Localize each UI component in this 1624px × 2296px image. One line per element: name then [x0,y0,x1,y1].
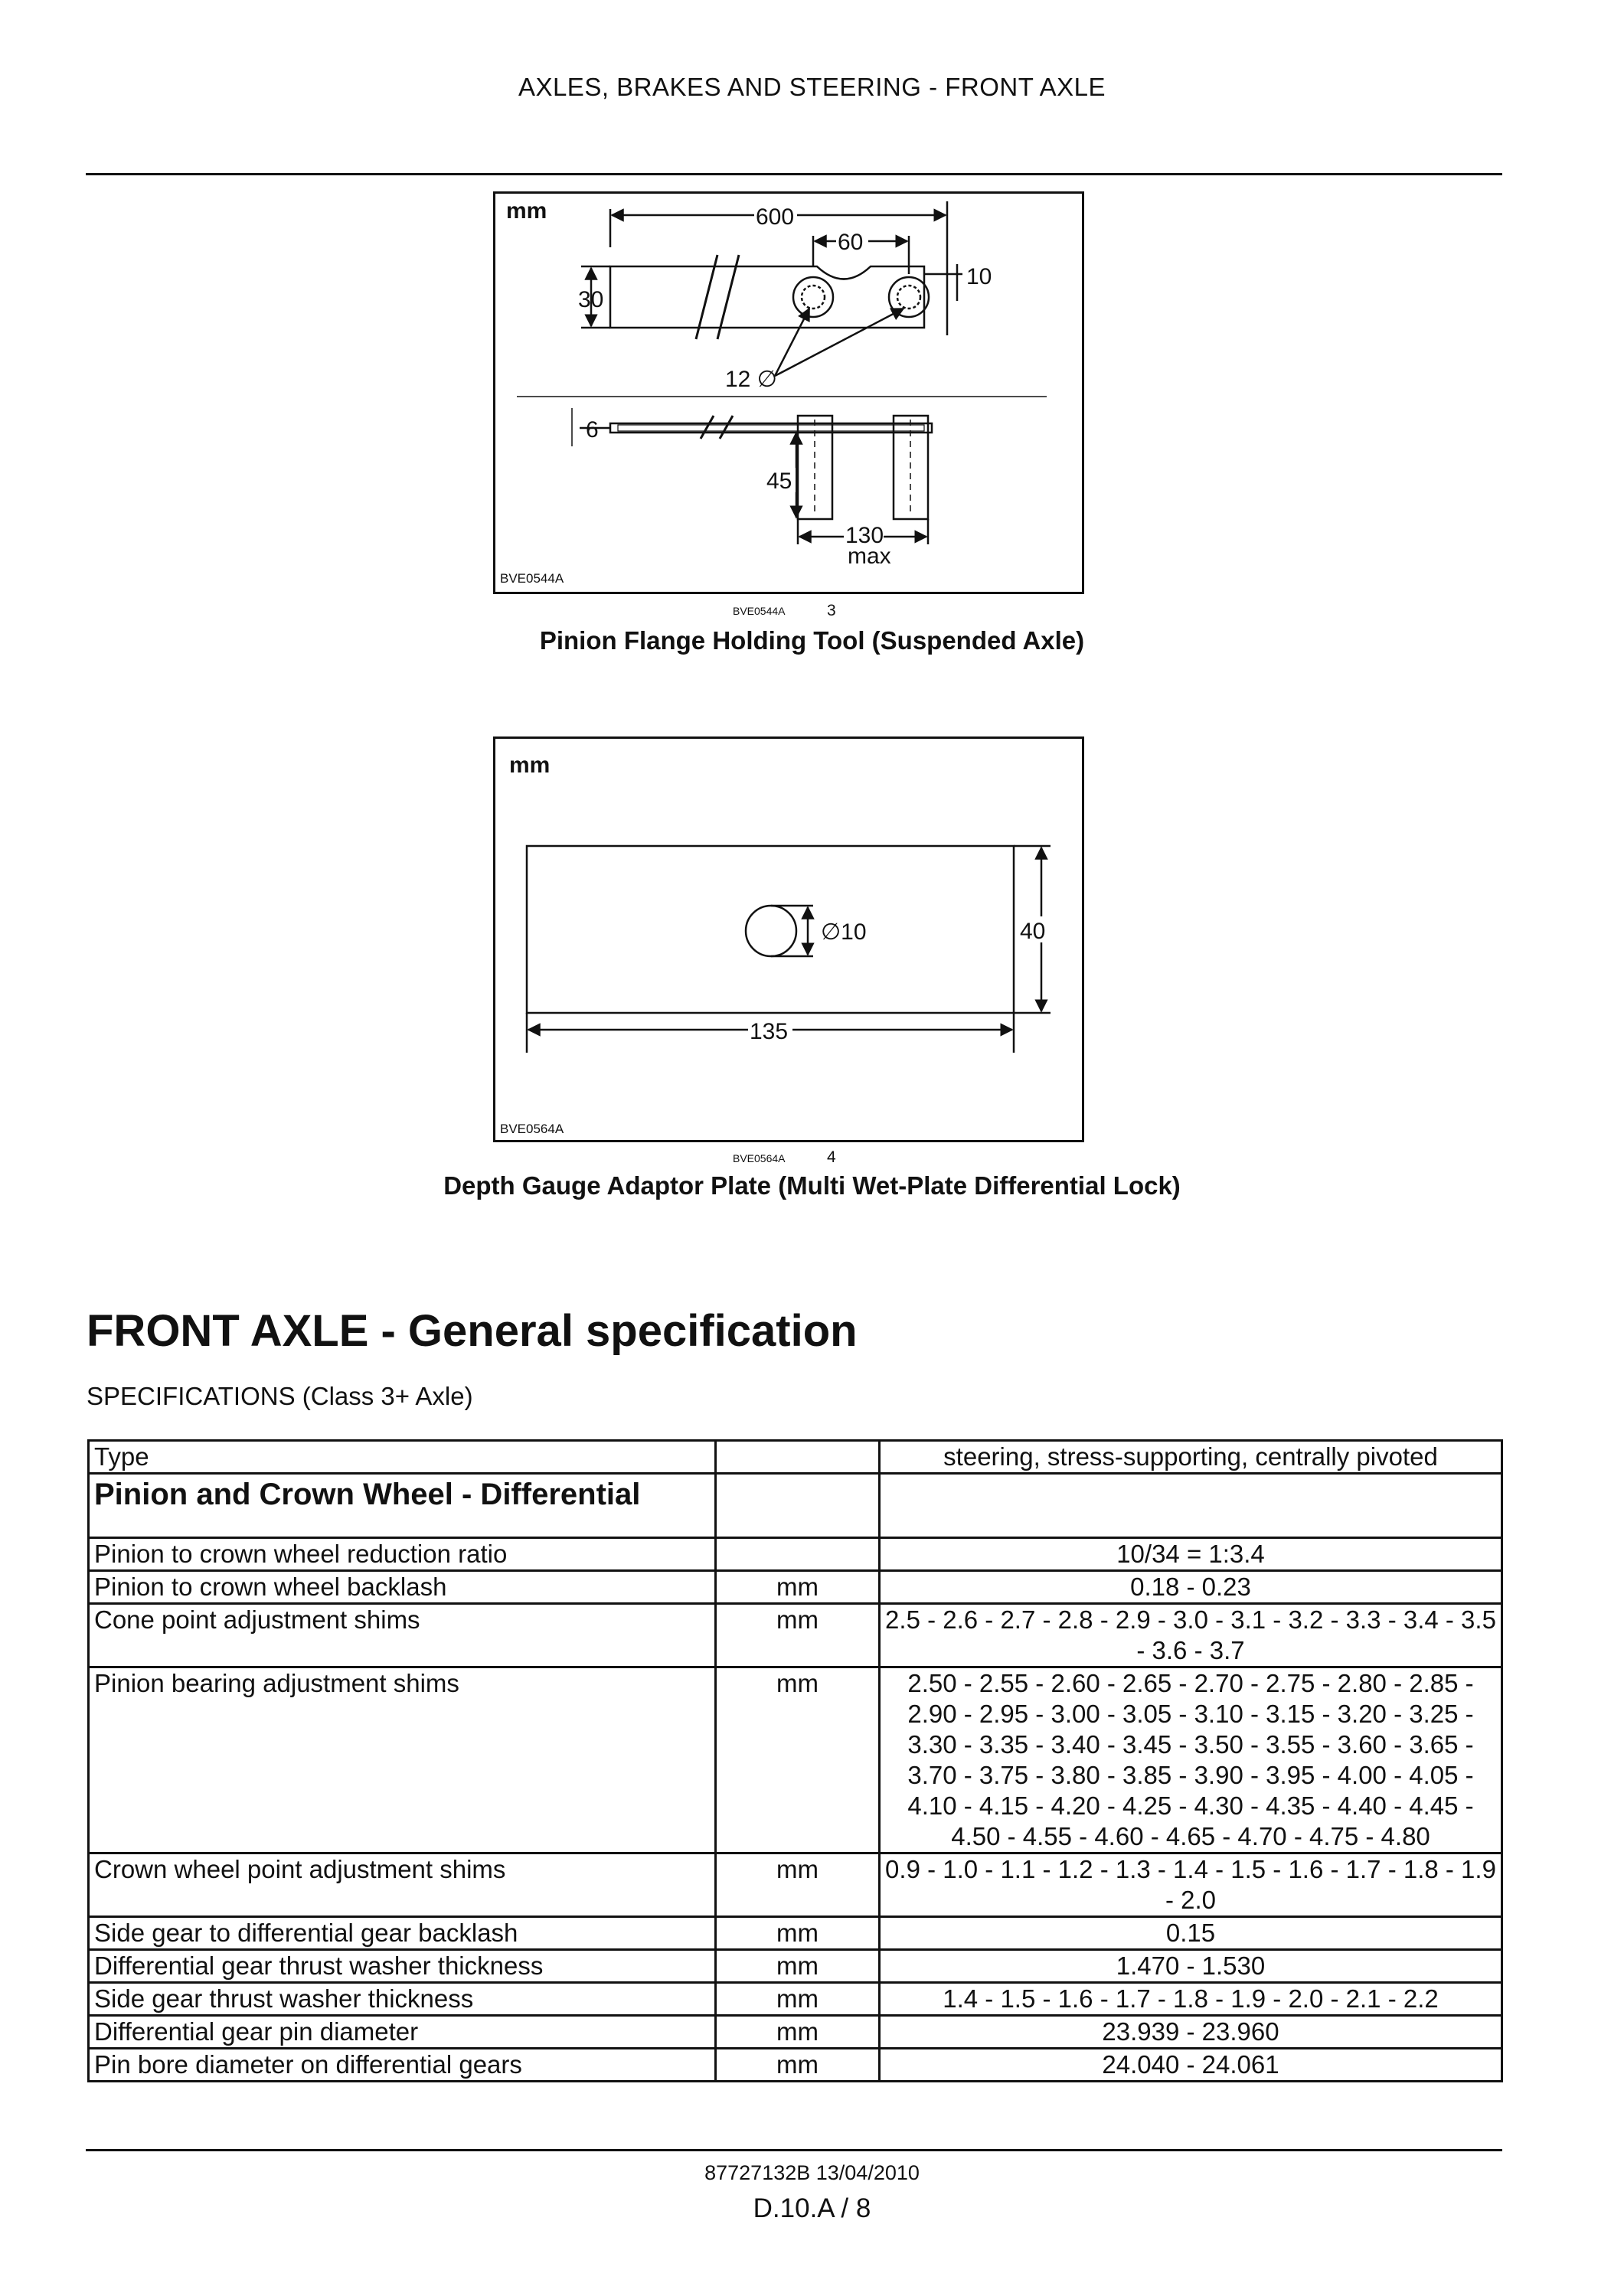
fig1-dim-hole: 12 ∅ [725,367,777,392]
fig1-dim-130: 130 [845,523,884,548]
fig1-dim-6: 6 [586,417,599,443]
spec-section-heading: Pinion and Crown Wheel - Differential [89,1474,716,1538]
table-row [89,1441,1502,1474]
fig1-dim-45: 45 [766,469,792,494]
fig2-dim-40: 40 [1020,919,1046,944]
table-row [89,1853,1502,1917]
fig1-dim-30: 30 [578,287,604,312]
footer-rule [86,2149,1502,2151]
spec-unit: mm [716,1667,880,1853]
fig1-code: BVE0544A [733,605,786,617]
fig2-unit-label: mm [509,753,551,778]
spec-unit: mm [716,1983,880,2016]
spec-label: Crown wheel point adjustment shims [89,1853,716,1917]
spec-value: 2.50 - 2.55 - 2.60 - 2.65 - 2.70 - 2.75 - 2.80 - 2.85 - 2.90 - 2.95 - 3.00 - 3.05 - 3.10 - 3.15 - 3.20 - 3.25 - 3.30 - 3.35 - 3.40 - 3.45 - 3.50 - 3.55 - 3.60 - 3.65 - 3.70 - 3.75 - 3.80 - 3.85 - 3.90 - 3.95 - 4.00 - 4.05 - 4.10 - 4.15 - 4.20 - 4.25 - 4.30 - 4.35 - 4.40 - 4.45 - 4.50 - 4.55 - 4.60 - 4.65 - 4.70 - 4.75 - 4.80 [880,1667,1502,1853]
fig2-number: 4 [827,1148,836,1166]
spec-value [880,1474,1502,1538]
spec-value: 2.5 - 2.6 - 2.7 - 2.8 - 2.9 - 3.0 - 3.1 - 3.2 - 3.3 - 3.4 - 3.5 - 3.6 - 3.7 [880,1604,1502,1667]
spec-value: 0.15 [880,1917,1502,1950]
table-row [89,2016,1502,2049]
fig1-caption: Pinion Flange Holding Tool (Suspended Axle) [539,626,1085,655]
spec-table [87,1439,1503,2082]
spec-unit [716,1538,880,1571]
spec-value: steering, stress-supporting, centrally pivoted [880,1441,1502,1474]
footer-page-number: D.10.A / 8 [753,2193,871,2223]
page-header: AXLES, BRAKES AND STEERING - FRONT AXLE [518,73,1106,101]
fig2-dim-135: 135 [750,1019,789,1044]
fig2-code: BVE0564A [733,1152,786,1164]
spec-value: 0.18 - 0.23 [880,1571,1502,1604]
fig1-dim-600: 600 [756,204,795,230]
figure-depth-gauge-adaptor-plate [493,736,1084,1142]
table-row [89,2049,1502,2082]
spec-unit [716,1441,880,1474]
spec-value: 0.9 - 1.0 - 1.1 - 1.2 - 1.3 - 1.4 - 1.5 - 1.6 - 1.7 - 1.8 - 1.9 - 2.0 [880,1853,1502,1917]
spec-label: Pinion bearing adjustment shims [89,1667,716,1853]
spec-unit: mm [716,2049,880,2082]
table-row [89,1667,1502,1853]
table-row [89,1917,1502,1950]
spec-unit: mm [716,1853,880,1917]
spec-label: Type [89,1441,716,1474]
table-row-heading [89,1474,1502,1538]
figure-2-drawing [495,739,1082,1140]
section-title: FRONT AXLE - General specification [87,1306,858,1356]
spec-value: 23.939 - 23.960 [880,2016,1502,2049]
spec-label: Pinion to crown wheel backlash [89,1571,716,1604]
spec-unit: mm [716,1604,880,1667]
spec-value: 1.4 - 1.5 - 1.6 - 1.7 - 1.8 - 1.9 - 2.0 - 2.1 - 2.2 [880,1983,1502,2016]
spec-label: Side gear to differential gear backlash [89,1917,716,1950]
table-row [89,1950,1502,1983]
fig1-dim-60: 60 [838,230,864,255]
table-row [89,1604,1502,1667]
spec-value: 10/34 = 1:3.4 [880,1538,1502,1571]
fig2-caption: Depth Gauge Adaptor Plate (Multi Wet-Plate Differential Lock) [443,1171,1181,1200]
spec-value: 1.470 - 1.530 [880,1950,1502,1983]
fig1-inner-code: BVE0544A [500,571,564,586]
spec-unit [716,1474,880,1538]
fig2-dim-hole: ∅10 [821,919,867,945]
spec-value: 24.040 - 24.061 [880,2049,1502,2082]
table-row [89,1538,1502,1571]
footer-doc-code: 87727132B 13/04/2010 [704,2161,920,2184]
spec-unit: mm [716,1917,880,1950]
fig1-number: 3 [827,602,836,619]
figure-1-drawing [495,194,1082,592]
figure-pinion-flange-holding-tool [493,191,1084,594]
table-row [89,1571,1502,1604]
header-rule [86,173,1502,175]
fig2-inner-code: BVE0564A [500,1122,564,1136]
fig1-dim-10: 10 [966,264,992,289]
spec-unit: mm [716,2016,880,2049]
fig1-dim-max: max [848,544,891,569]
spec-label: Differential gear pin diameter [89,2016,716,2049]
section-subtitle: SPECIFICATIONS (Class 3+ Axle) [87,1382,473,1410]
fig1-unit-label: mm [506,198,547,224]
spec-label: Pinion to crown wheel reduction ratio [89,1538,716,1571]
spec-unit: mm [716,1571,880,1604]
spec-label: Differential gear thrust washer thickness [89,1950,716,1983]
spec-unit: mm [716,1950,880,1983]
spec-label: Cone point adjustment shims [89,1604,716,1667]
spec-label: Side gear thrust washer thickness [89,1983,716,2016]
spec-label: Pin bore diameter on differential gears [89,2049,716,2082]
table-row [89,1983,1502,2016]
